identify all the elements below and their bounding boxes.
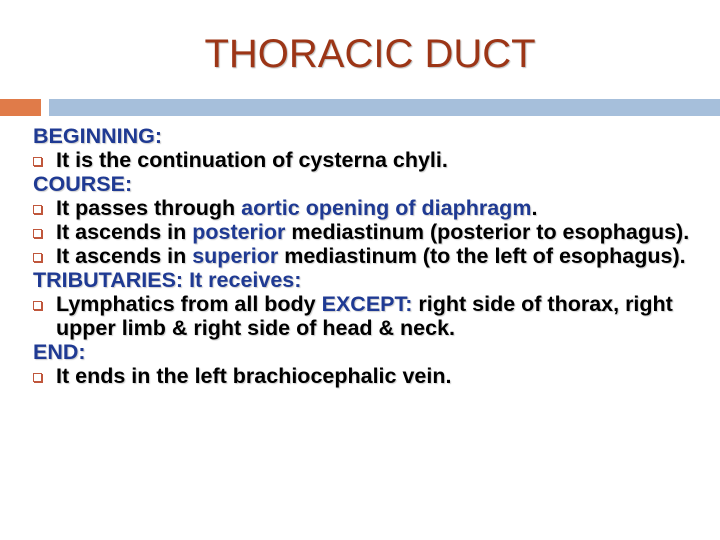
text-fragment: It ascends in (56, 244, 193, 268)
bullet-text (56, 292, 713, 340)
highlight-text: EXCEPT: (321, 292, 413, 316)
bullet-item (33, 244, 713, 268)
section-heading-beginning: BEGINNING: (33, 124, 162, 148)
square-bullet-icon (33, 373, 42, 382)
text-fragment: right side of thorax, right upper limb & right side of head & neck. (56, 292, 673, 340)
bullet-item (33, 196, 713, 220)
text-fragment: . (531, 196, 538, 220)
square-bullet-icon (33, 229, 42, 238)
bullet-item (33, 148, 713, 172)
accent-bar-orange (0, 99, 41, 116)
text-fragment: Lymphatics from all body (56, 292, 322, 316)
bullet-item (33, 292, 713, 340)
highlight-text: aortic opening of diaphragm (241, 196, 532, 220)
section-heading-course: COURSE: (33, 172, 133, 196)
square-bullet-icon (33, 205, 42, 214)
section-heading-end: END: (33, 340, 86, 364)
text-fragment: mediastinum (to the left of esophagus). (278, 244, 686, 268)
accent-bar-blue (49, 99, 720, 116)
text-fragment: mediastinum (posterior to esophagus). (285, 220, 690, 244)
text-fragment: It passes through (56, 196, 242, 220)
section-heading-tributaries: TRIBUTARIES: It receives: (33, 268, 302, 292)
highlight-text: superior (192, 244, 279, 268)
bullet-item (33, 220, 713, 244)
square-bullet-icon (33, 253, 42, 262)
slide-body (33, 124, 713, 388)
bullet-text (56, 220, 713, 244)
bullet-text (56, 244, 713, 268)
bullet-item (33, 364, 713, 388)
text-fragment: It ascends in (56, 220, 193, 244)
bullet-text (56, 196, 713, 220)
slide-title: THORACIC DUCT (204, 32, 536, 76)
bullet-text: It is the continuation of cysterna chyli. (56, 148, 448, 172)
bullet-text: It ends in the left brachiocephalic vein. (56, 364, 452, 388)
square-bullet-icon (33, 157, 42, 166)
highlight-text: posterior (192, 220, 286, 244)
square-bullet-icon (33, 301, 42, 310)
